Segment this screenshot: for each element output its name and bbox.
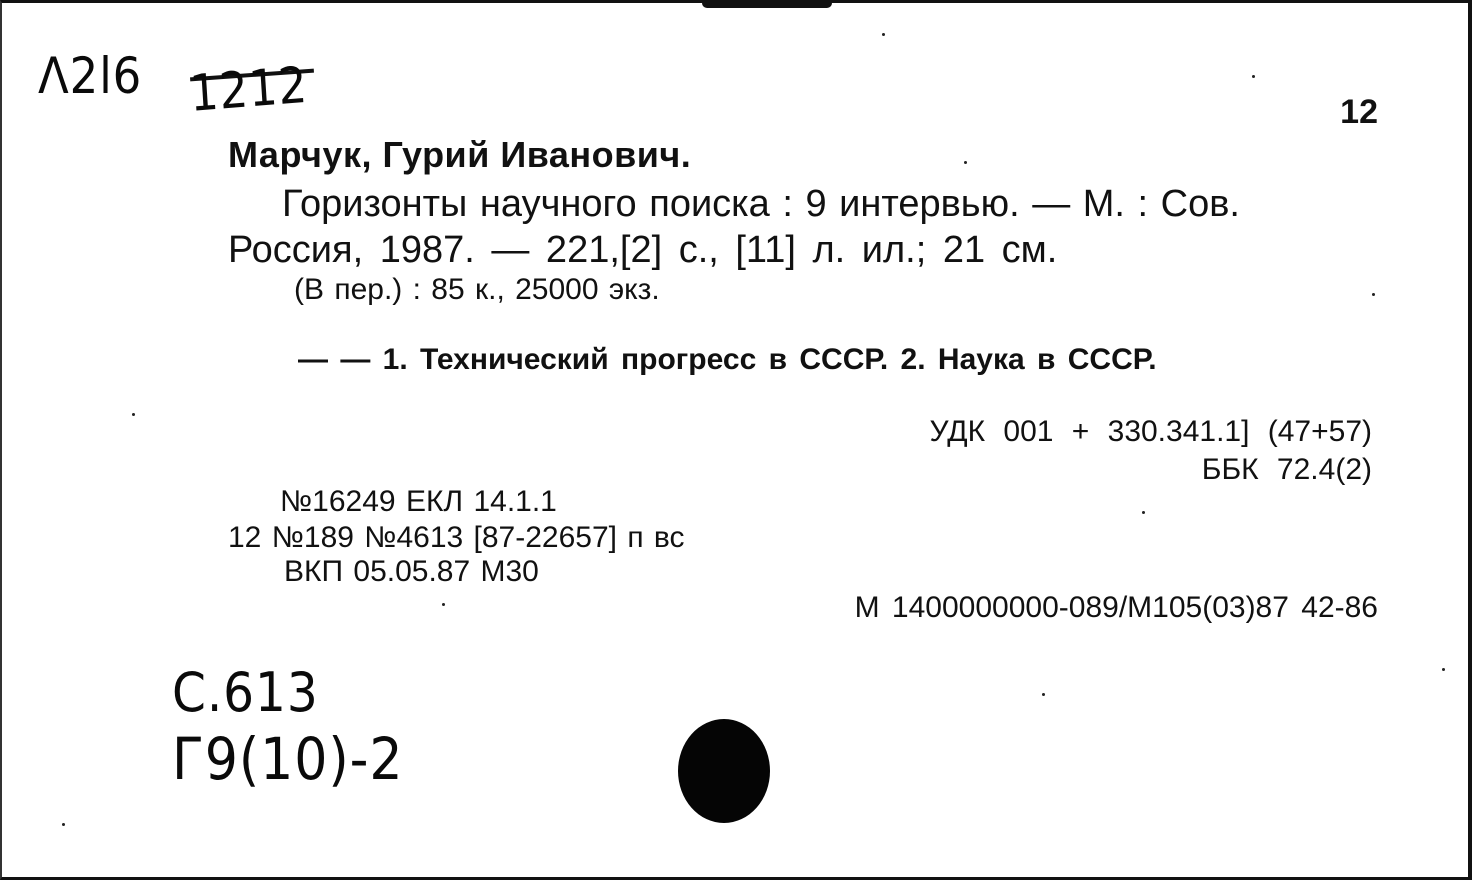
speck <box>1442 668 1445 671</box>
speck <box>1142 511 1145 514</box>
speck <box>442 603 445 606</box>
catalog-line-2: 12 №189 №4613 [87-22657] п вс <box>228 521 685 554</box>
author-heading: Марчук, Гурий Иванович. <box>228 134 692 175</box>
handwritten-shelf-mark-2: Г9(10)-2 <box>172 725 404 793</box>
speck <box>882 33 885 36</box>
top-edge-mark <box>702 3 832 8</box>
handwritten-shelf-mark-1: С.613 <box>172 661 319 724</box>
handwritten-call-number: Λ2l6 <box>38 47 143 105</box>
speck <box>1252 75 1255 78</box>
speck <box>132 413 135 416</box>
title-line-2: Россия, 1987. — 221,[2] с., [11] л. ил.; 21 см. <box>228 229 1058 271</box>
speck <box>964 161 967 164</box>
handwritten-call-number-2: 1212 <box>188 55 310 123</box>
catalog-line-1: №16249 ЕКЛ 14.1.1 <box>280 485 557 518</box>
speck <box>62 823 65 826</box>
speck <box>1372 293 1375 296</box>
udk-code: УДК 001 + 330.341.1] (47+57) <box>929 415 1372 448</box>
catalog-line-3: ВКП 05.05.87 М30 <box>284 555 539 588</box>
title-line-1: Горизонты научного поиска : 9 интервью. — М. : Сов. <box>282 183 1240 225</box>
card-punch-hole <box>678 719 770 823</box>
m-code: М 1400000000-089/М105(03)87 42-86 <box>854 591 1378 624</box>
speck <box>1042 693 1045 696</box>
bbk-code: ББК 72.4(2) <box>1201 453 1372 486</box>
price-line: (В пер.) : 85 к., 25000 экз. <box>294 273 660 306</box>
card-number: 12 <box>1340 93 1378 131</box>
subject-headings: — — 1. Технический прогресс в СССР. 2. Наука в СССР. <box>298 343 1157 376</box>
